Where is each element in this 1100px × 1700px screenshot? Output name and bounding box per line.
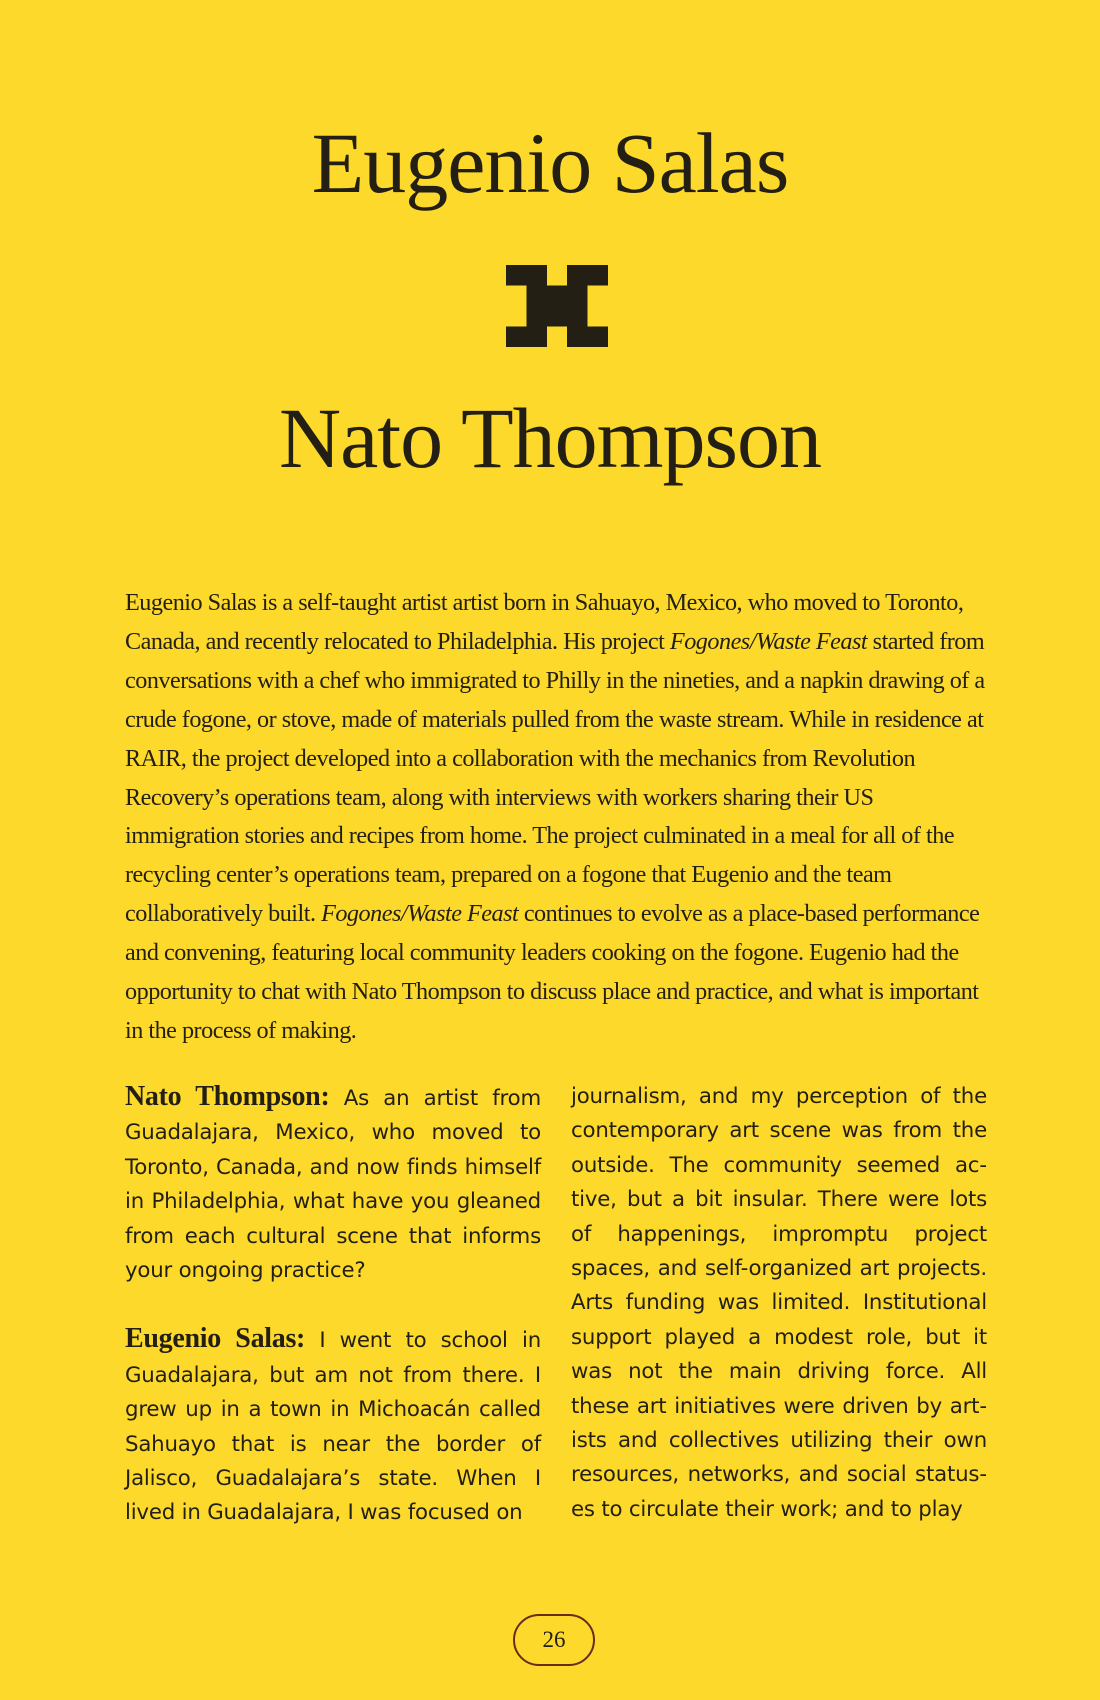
speaker-label: Nato Thompson: — [125, 1081, 330, 1112]
intro-text: Eugenio Salas is a self-taught artist artist born in Sahuayo, Mexico, who moved to Toronto, Canada, and recently relocated to Philadelphia. His project — [125, 589, 964, 655]
answer-paragraph — [125, 1322, 541, 1530]
speaker-label: Eugenio Salas: — [125, 1323, 306, 1355]
interviewee-name: Eugenio Salas — [311, 115, 789, 211]
project-title: Fogones/Waste Feast — [321, 900, 519, 928]
interview-column-left — [125, 1080, 541, 1531]
project-title: Fogones/Waste Feast — [669, 627, 868, 655]
intro-text: started from conversations with a chef who immigrated to Philly in the nineties, and a napkin drawing of a crude fogone, or stove, made of materials pulled from the waste stream. While in residence at RAIR, the project developed into a collaboration with the mechanics from Revolution Recovery’s operations team, along with interviews with workers sharing their US immigration stories and recipes from home. The project culminated in a meal for all of the recycling center’s operations team, prepared on a fogone that Eugenio and the team collaboratively built. — [125, 627, 985, 928]
intro-paragraph — [125, 584, 987, 1051]
question-text: As an artist from Guadalajara, Mexico, who moved to Toronto, Canada, and now finds himself in Philadelphia, what have you gleaned from each cultural scene that informs your ongoing practice? — [125, 1086, 541, 1284]
answer-text: I went to school in Guadalajara, but am not from there. I grew up in a town in Michoacán called Sahuayo that is near the border of Jalisco, Guadalajara’s state. When I lived in Guadalajara, I was focused on — [125, 1328, 541, 1526]
intro-text: continues to evolve as a place-based performance and convening, featuring local community leaders cooking on the fogone. Eugenio had the opportunity to chat with Nato Thompson to discuss place and practice, and what is important in the process of making. — [125, 900, 980, 1044]
answer-continued: journalism, and my perception of the contemporary art scene was from the outside. The community seemed active, but a bit insular. There were lots of happenings, impromptu project spaces, and self-organized art projects. Arts funding was limited. Institutional support played a modest role, but it was not the main driving force. All these art initiatives were driven by artists and collectives utilizing their own resources, networks, and social statuses to circulate their work; and to play — [571, 1084, 987, 1522]
page-number: 26 — [513, 1614, 595, 1666]
pixel-x-icon — [506, 265, 608, 347]
interview-column-right — [571, 1080, 987, 1527]
question-paragraph — [125, 1080, 541, 1288]
interviewer-name: Nato Thompson — [278, 390, 821, 486]
